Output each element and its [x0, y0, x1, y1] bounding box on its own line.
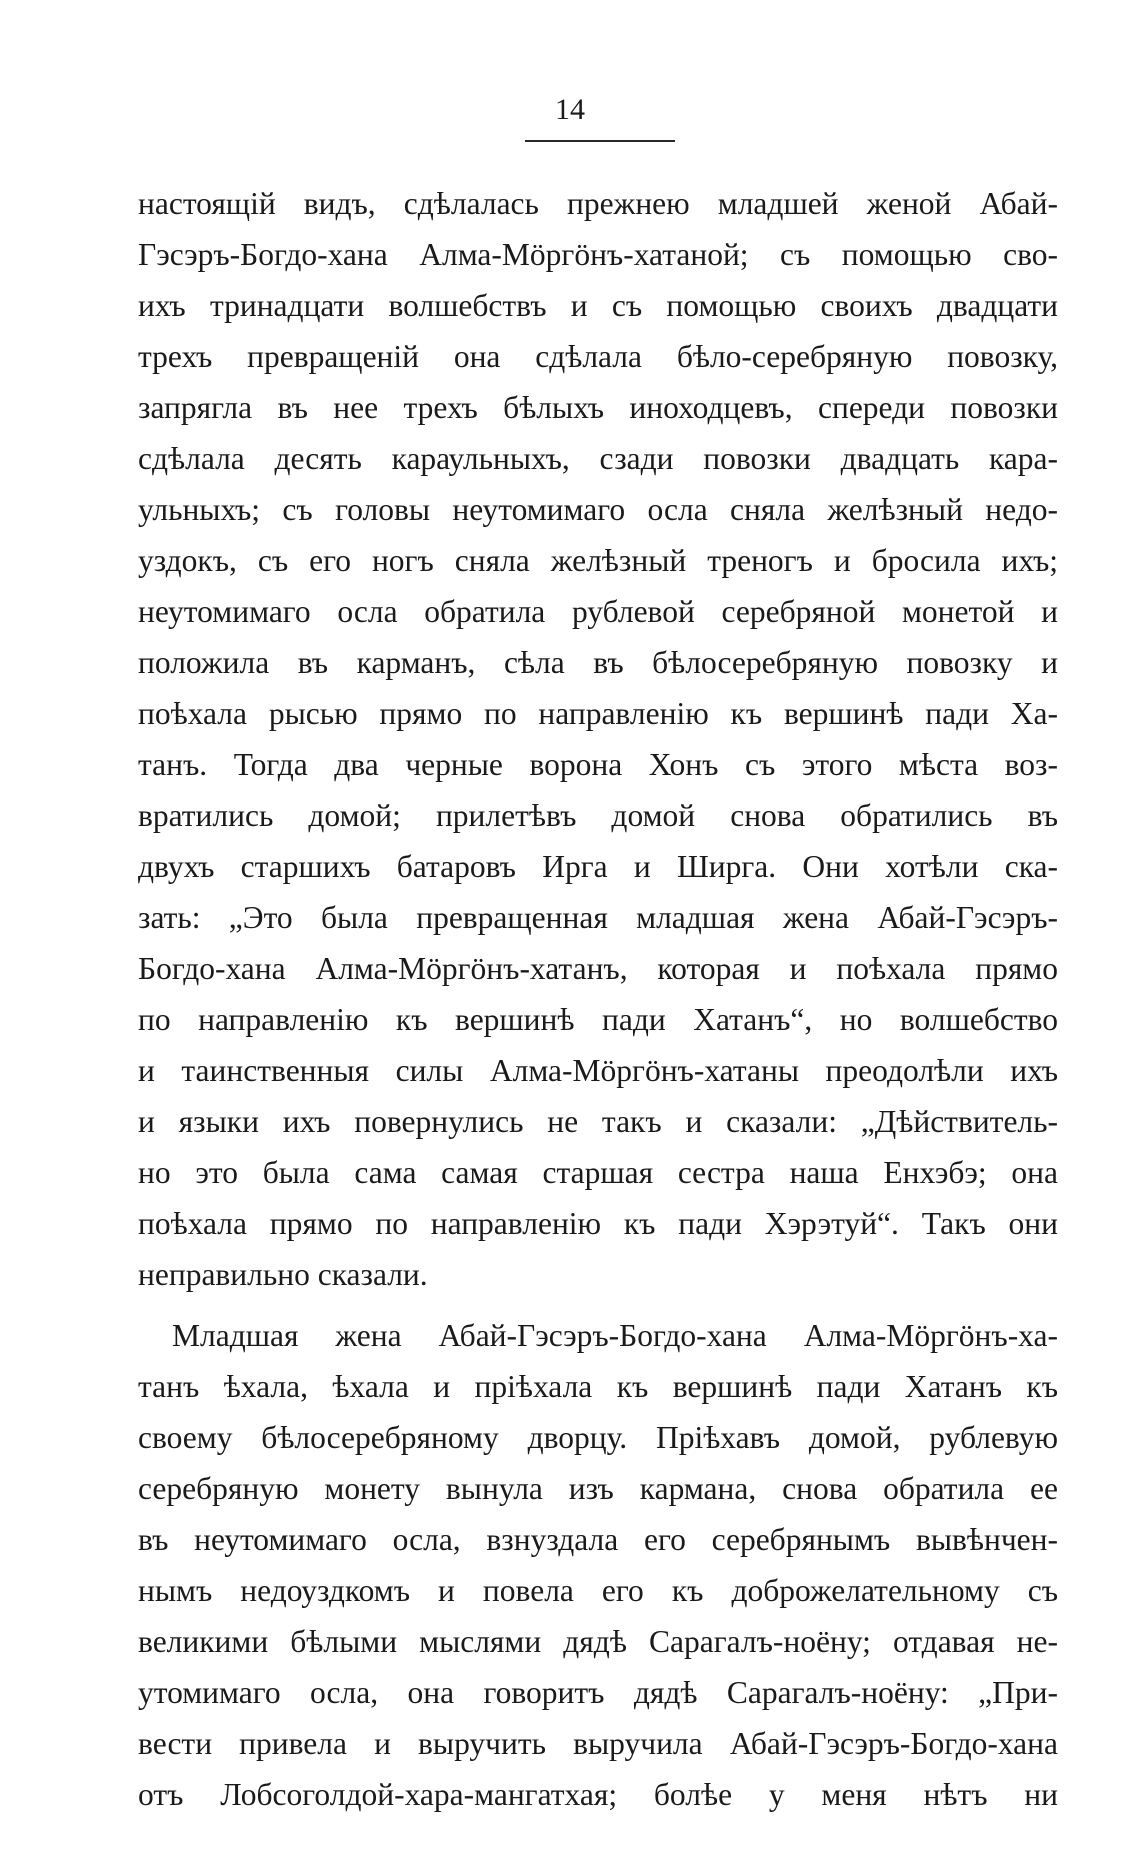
text-line: великими бѣлыми мыслями дядѣ Сарагалъ-ноёну; отдавая не- — [138, 1624, 1058, 1659]
text-line: вратились домой; прилетѣвъ домой снова обратились въ — [138, 798, 1058, 833]
text-line: ихъ тринадцати волшебствъ и съ помощью своихъ двадцати — [138, 288, 1058, 323]
text-line: Гэсэръ-Богдо-хана Алма-Мöргöнъ-хатаной; съ помощью сво- — [138, 237, 1058, 272]
text-line: нымъ недоуздкомъ и повела его къ доброжелательному съ — [138, 1573, 1058, 1608]
page-number: 14 — [555, 93, 585, 126]
text-line: поѣхала прямо по направленію къ пади Хэрэтуй“. Такъ они — [138, 1206, 1058, 1241]
text-line: Младшая жена Абай-Гэсэръ-Богдо-хана Алма-Мöргöнъ-ха- — [172, 1318, 1058, 1353]
text-line: положила въ карманъ, сѣла въ бѣлосеребряную повозку и — [138, 645, 1058, 680]
text-line: по направленію къ вершинѣ пади Хатанъ“, но волшебство — [138, 1002, 1058, 1037]
text-line: настоящій видъ, сдѣлалась прежнею младшей женой Абай- — [138, 186, 1058, 221]
text-line: утомимаго осла, она говоритъ дядѣ Сарагалъ-ноёну: „При- — [138, 1675, 1058, 1710]
text-line: танъ ѣхала, ѣхала и пріѣхала къ вершинѣ пади Хатанъ къ — [138, 1369, 1058, 1404]
text-line: поѣхала рысью прямо по направленію къ вершинѣ пади Ха- — [138, 696, 1058, 731]
paragraph-2 — [138, 1310, 1058, 1820]
text-line: неправильно сказали. — [138, 1257, 428, 1292]
text-line: неутомимаго осла обратила рублевой серебряной монетой и — [138, 594, 1058, 629]
text-line: трехъ превращеній она сдѣлала бѣло-серебряную повозку, — [138, 339, 1058, 374]
text-line: но это была сама самая старшая сестра наша Енхэбэ; она — [138, 1155, 1058, 1190]
text-line: отъ Лобсоголдой-хара-мангатхая; болѣе у меня нѣтъ ни — [138, 1777, 1058, 1812]
text-line: своему бѣлосеребряному дворцу. Пріѣхавъ домой, рублевую — [138, 1420, 1058, 1455]
text-line: ульныхъ; съ головы неутомимаго осла сняла желѣзный недо- — [138, 492, 1058, 527]
text-line: серебряную монету вынула изъ кармана, снова обратила ее — [138, 1471, 1058, 1506]
paragraph-gap — [138, 1300, 1058, 1310]
text-line: запрягла въ нее трехъ бѣлыхъ иноходцевъ, спереди повозки — [138, 390, 1058, 425]
text-line: въ неутомимаго осла, взнуздала его серебрянымъ вывѣнчен- — [138, 1522, 1058, 1557]
text-line: и языки ихъ повернулись не такъ и сказали: „Дѣйствитель- — [138, 1104, 1058, 1139]
text-line: сдѣлала десять караульныхъ, сзади повозки двадцать кара- — [138, 441, 1058, 476]
text-line: и таинственныя силы Алма-Мöргöнъ-хатаны преодолѣли ихъ — [138, 1053, 1058, 1088]
text-line: зать: „Это была превращенная младшая жена Абай-Гэсэръ- — [138, 900, 1058, 935]
text-line: уздокъ, съ его ногъ сняла желѣзный треногъ и бросила ихъ; — [138, 543, 1058, 578]
header-rule — [525, 140, 675, 142]
text-line: Богдо-хана Алма-Мöргöнъ-хатанъ, которая и поѣхала прямо — [138, 951, 1058, 986]
text-line: двухъ старшихъ батаровъ Ирга и Ширга. Они хотѣли ска- — [138, 849, 1058, 884]
paragraph-1 — [138, 178, 1058, 1300]
text-line: вести привела и выручить выручила Абай-Гэсэръ-Богдо-хана — [138, 1726, 1058, 1761]
text-line: танъ. Тогда два черные ворона Хонъ съ этого мѣста воз- — [138, 747, 1058, 782]
body-text — [138, 178, 1058, 1820]
